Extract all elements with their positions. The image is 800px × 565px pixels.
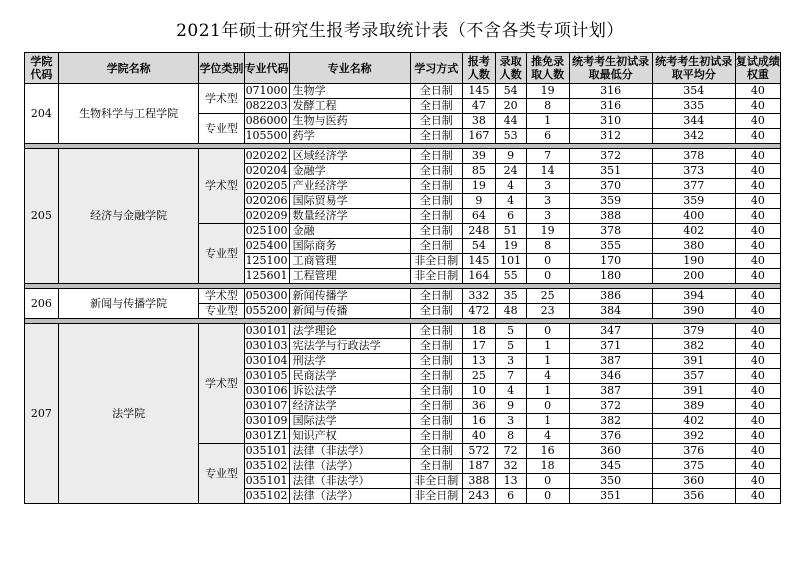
major-code-cell: 030106 — [245, 384, 288, 397]
exempt-admitted-cell: 4 — [526, 369, 569, 384]
applicants-cell: 16 — [462, 414, 495, 429]
applicants-cell: 85 — [462, 164, 495, 179]
admitted-cell: 3 — [495, 354, 526, 369]
min-score-cell: 388 — [569, 209, 652, 224]
major-name-cell: 工商管理 — [289, 254, 410, 269]
study-mode-cell: 全日制 — [410, 384, 462, 399]
avg-score-cell: 360 — [652, 474, 735, 489]
major-name-cell: 区域经济学 — [289, 149, 410, 164]
major-code-cell: 035101 — [245, 444, 288, 457]
study-mode-cell: 全日制 — [410, 324, 462, 339]
major-code-cell: 025400 — [245, 239, 288, 252]
study-mode-cell: 全日制 — [410, 304, 462, 319]
avg-score-cell: 200 — [652, 269, 735, 284]
avg-score-cell: 354 — [652, 84, 735, 99]
exempt-admitted-cell: 3 — [526, 179, 569, 194]
exempt-admitted-cell: 1 — [526, 414, 569, 429]
major-code-cell: 030107 — [245, 399, 288, 412]
exempt-admitted-cell: 1 — [526, 384, 569, 399]
exempt-admitted-cell: 7 — [526, 149, 569, 164]
study-mode-cell: 全日制 — [410, 429, 462, 444]
min-score-cell: 312 — [569, 129, 652, 144]
exempt-admitted-cell: 0 — [526, 474, 569, 489]
admitted-cell: 55 — [495, 269, 526, 284]
avg-score-cell: 344 — [652, 114, 735, 129]
exempt-admitted-cell: 3 — [526, 209, 569, 224]
major-code-cell: 035102 — [245, 459, 288, 472]
avg-score-cell: 376 — [652, 444, 735, 459]
header-retest-weight: 复试成绩权重 — [735, 53, 780, 84]
header-min-score: 统考考生初试录取最低分 — [569, 53, 652, 84]
min-score-cell: 387 — [569, 354, 652, 369]
min-score-cell: 372 — [569, 149, 652, 164]
retest-weight-cell: 40 — [735, 489, 780, 504]
major-code-cell: 030105 — [245, 369, 288, 382]
avg-score-cell: 402 — [652, 224, 735, 239]
applicants-cell: 36 — [462, 399, 495, 414]
retest-weight-cell: 40 — [735, 474, 780, 489]
retest-weight-cell: 40 — [735, 304, 780, 319]
avg-score-cell: 389 — [652, 399, 735, 414]
retest-weight-cell: 40 — [735, 149, 780, 164]
page-title: 2021年硕士研究生报考录取统计表（不含各类专项计划） — [176, 21, 624, 41]
table-row — [25, 324, 781, 339]
college-name-cell: 生物科学与工程学院 — [58, 84, 199, 144]
avg-score-cell: 335 — [652, 99, 735, 114]
applicants-cell: 19 — [462, 179, 495, 194]
exempt-admitted-cell: 23 — [526, 304, 569, 319]
applicants-cell: 9 — [462, 194, 495, 209]
major-name-cell: 法律（非法学） — [289, 474, 410, 489]
min-score-cell: 350 — [569, 474, 652, 489]
major-code-cell: 125601 — [245, 269, 288, 282]
retest-weight-cell: 40 — [735, 459, 780, 474]
study-mode-cell: 非全日制 — [410, 474, 462, 489]
major-name-cell: 发酵工程 — [289, 99, 410, 114]
avg-score-cell: 394 — [652, 289, 735, 304]
applicants-cell: 17 — [462, 339, 495, 354]
header-college-code: 学院代码 — [25, 53, 59, 84]
exempt-admitted-cell: 16 — [526, 444, 569, 459]
exempt-admitted-cell: 19 — [526, 84, 569, 99]
college-code-cell: 205 — [25, 149, 59, 284]
exempt-admitted-cell: 4 — [526, 429, 569, 444]
avg-score-cell: 342 — [652, 129, 735, 144]
major-code-cell: 020209 — [245, 209, 288, 222]
exempt-admitted-cell: 18 — [526, 459, 569, 474]
retest-weight-cell: 40 — [735, 164, 780, 179]
exempt-admitted-cell: 19 — [526, 224, 569, 239]
min-score-cell: 180 — [569, 269, 652, 284]
study-mode-cell: 全日制 — [410, 149, 462, 164]
major-name-cell: 国际法学 — [289, 414, 410, 429]
header-row — [25, 53, 781, 84]
major-code-cell: 125100 — [245, 254, 288, 267]
study-mode-cell: 全日制 — [410, 239, 462, 254]
degree-type-cell: 专业型 — [199, 444, 244, 504]
exempt-admitted-cell: 14 — [526, 164, 569, 179]
min-score-cell: 351 — [569, 164, 652, 179]
admitted-cell: 7 — [495, 369, 526, 384]
admitted-cell: 20 — [495, 99, 526, 114]
major-name-cell: 法律（法学） — [289, 459, 410, 474]
avg-score-cell: 373 — [652, 164, 735, 179]
admitted-cell: 32 — [495, 459, 526, 474]
admitted-cell: 8 — [495, 429, 526, 444]
major-name-cell: 国际贸易学 — [289, 194, 410, 209]
applicants-cell: 388 — [462, 474, 495, 489]
major-code-cell: 020204 — [245, 164, 288, 177]
applicants-cell: 64 — [462, 209, 495, 224]
min-score-cell: 372 — [569, 399, 652, 414]
major-name-cell: 国际商务 — [289, 239, 410, 254]
college-code-cell: 204 — [25, 84, 59, 144]
admitted-cell: 4 — [495, 179, 526, 194]
major-name-cell: 刑法学 — [289, 354, 410, 369]
exempt-admitted-cell: 8 — [526, 99, 569, 114]
min-score-cell: 371 — [569, 339, 652, 354]
min-score-cell: 310 — [569, 114, 652, 129]
table-row — [25, 84, 781, 99]
applicants-cell: 167 — [462, 129, 495, 144]
admitted-cell: 24 — [495, 164, 526, 179]
admission-statistics-table — [24, 52, 781, 504]
major-name-cell: 新闻传播学 — [289, 289, 410, 304]
study-mode-cell: 全日制 — [410, 354, 462, 369]
major-name-cell: 诉讼法学 — [289, 384, 410, 399]
avg-score-cell: 359 — [652, 194, 735, 209]
major-code-cell: 020202 — [245, 149, 288, 162]
major-code-cell: 071000 — [245, 84, 288, 97]
applicants-cell: 47 — [462, 99, 495, 114]
degree-type-cell: 专业型 — [199, 114, 244, 144]
major-name-cell: 生物与医药 — [289, 114, 410, 129]
min-score-cell: 355 — [569, 239, 652, 254]
degree-type-cell: 专业型 — [199, 224, 244, 284]
retest-weight-cell: 40 — [735, 289, 780, 304]
applicants-cell: 40 — [462, 429, 495, 444]
retest-weight-cell: 40 — [735, 339, 780, 354]
admitted-cell: 4 — [495, 384, 526, 399]
retest-weight-cell: 40 — [735, 399, 780, 414]
avg-score-cell: 357 — [652, 369, 735, 384]
retest-weight-cell: 40 — [735, 269, 780, 284]
retest-weight-cell: 40 — [735, 194, 780, 209]
header-major-code: 专业代码 — [244, 53, 289, 84]
major-name-cell: 新闻与传播 — [289, 304, 410, 319]
retest-weight-cell: 40 — [735, 254, 780, 269]
major-name-cell: 数量经济学 — [289, 209, 410, 224]
retest-weight-cell: 40 — [735, 99, 780, 114]
applicants-cell: 187 — [462, 459, 495, 474]
applicants-cell: 10 — [462, 384, 495, 399]
avg-score-cell: 380 — [652, 239, 735, 254]
study-mode-cell: 全日制 — [410, 224, 462, 239]
avg-score-cell: 400 — [652, 209, 735, 224]
applicants-cell: 332 — [462, 289, 495, 304]
avg-score-cell: 391 — [652, 384, 735, 399]
avg-score-cell: 390 — [652, 304, 735, 319]
avg-score-cell: 378 — [652, 149, 735, 164]
retest-weight-cell: 40 — [735, 429, 780, 444]
header-applicants: 报考人数 — [462, 53, 495, 84]
retest-weight-cell: 40 — [735, 129, 780, 144]
exempt-admitted-cell: 6 — [526, 129, 569, 144]
header-admitted: 录取人数 — [495, 53, 526, 84]
study-mode-cell: 全日制 — [410, 339, 462, 354]
major-name-cell: 金融 — [289, 224, 410, 239]
study-mode-cell: 全日制 — [410, 194, 462, 209]
exempt-admitted-cell: 0 — [526, 489, 569, 504]
major-code-cell: 030103 — [245, 339, 288, 352]
table-body — [25, 84, 781, 504]
major-code-cell: 030104 — [245, 354, 288, 367]
study-mode-cell: 非全日制 — [410, 254, 462, 269]
college-code-cell: 206 — [25, 289, 59, 319]
admitted-cell: 44 — [495, 114, 526, 129]
degree-type-cell: 专业型 — [199, 304, 244, 319]
table-row — [25, 149, 781, 164]
admitted-cell: 48 — [495, 304, 526, 319]
college-code-cell: 207 — [25, 324, 59, 504]
major-code-cell: 035102 — [245, 489, 288, 502]
applicants-cell: 39 — [462, 149, 495, 164]
applicants-cell: 164 — [462, 269, 495, 284]
exempt-admitted-cell: 25 — [526, 289, 569, 304]
retest-weight-cell: 40 — [735, 209, 780, 224]
admitted-cell: 101 — [495, 254, 526, 269]
min-score-cell: 316 — [569, 84, 652, 99]
major-name-cell: 生物学 — [289, 84, 410, 99]
header-exempt-admitted: 推免录取人数 — [526, 53, 569, 84]
min-score-cell: 382 — [569, 414, 652, 429]
min-score-cell: 387 — [569, 384, 652, 399]
retest-weight-cell: 40 — [735, 369, 780, 384]
study-mode-cell: 全日制 — [410, 399, 462, 414]
min-score-cell: 316 — [569, 99, 652, 114]
table-row — [25, 289, 781, 304]
admitted-cell: 9 — [495, 399, 526, 414]
retest-weight-cell: 40 — [735, 114, 780, 129]
exempt-admitted-cell: 8 — [526, 239, 569, 254]
study-mode-cell: 非全日制 — [410, 269, 462, 284]
major-name-cell: 产业经济学 — [289, 179, 410, 194]
applicants-cell: 248 — [462, 224, 495, 239]
min-score-cell: 360 — [569, 444, 652, 459]
min-score-cell: 384 — [569, 304, 652, 319]
min-score-cell: 346 — [569, 369, 652, 384]
study-mode-cell: 全日制 — [410, 114, 462, 129]
min-score-cell: 386 — [569, 289, 652, 304]
retest-weight-cell: 40 — [735, 239, 780, 254]
exempt-admitted-cell: 1 — [526, 114, 569, 129]
exempt-admitted-cell: 0 — [526, 254, 569, 269]
major-name-cell: 金融学 — [289, 164, 410, 179]
major-code-cell: 082203 — [245, 99, 288, 112]
degree-type-cell: 学术型 — [199, 324, 244, 444]
exempt-admitted-cell: 1 — [526, 354, 569, 369]
admitted-cell: 9 — [495, 149, 526, 164]
applicants-cell: 38 — [462, 114, 495, 129]
study-mode-cell: 全日制 — [410, 414, 462, 429]
exempt-admitted-cell: 0 — [526, 269, 569, 284]
avg-score-cell: 392 — [652, 429, 735, 444]
avg-score-cell: 402 — [652, 414, 735, 429]
major-code-cell: 030101 — [245, 324, 288, 337]
study-mode-cell: 全日制 — [410, 84, 462, 99]
avg-score-cell: 382 — [652, 339, 735, 354]
admitted-cell: 19 — [495, 239, 526, 254]
major-code-cell: 086000 — [245, 114, 288, 127]
admitted-cell: 35 — [495, 289, 526, 304]
admitted-cell: 5 — [495, 339, 526, 354]
retest-weight-cell: 40 — [735, 354, 780, 369]
study-mode-cell: 全日制 — [410, 209, 462, 224]
major-name-cell: 工程管理 — [289, 269, 410, 284]
degree-type-cell: 学术型 — [199, 149, 244, 224]
exempt-admitted-cell: 0 — [526, 324, 569, 339]
min-score-cell: 351 — [569, 489, 652, 504]
applicants-cell: 54 — [462, 239, 495, 254]
admitted-cell: 53 — [495, 129, 526, 144]
avg-score-cell: 375 — [652, 459, 735, 474]
min-score-cell: 345 — [569, 459, 652, 474]
major-name-cell: 法学理论 — [289, 324, 410, 339]
header-study-mode: 学习方式 — [410, 53, 462, 84]
study-mode-cell: 全日制 — [410, 129, 462, 144]
min-score-cell: 347 — [569, 324, 652, 339]
admitted-cell: 6 — [495, 209, 526, 224]
study-mode-cell: 全日制 — [410, 179, 462, 194]
avg-score-cell: 391 — [652, 354, 735, 369]
exempt-admitted-cell: 1 — [526, 339, 569, 354]
degree-type-cell: 学术型 — [199, 289, 244, 304]
min-score-cell: 359 — [569, 194, 652, 209]
study-mode-cell: 全日制 — [410, 444, 462, 459]
min-score-cell: 170 — [569, 254, 652, 269]
admitted-cell: 5 — [495, 324, 526, 339]
exempt-admitted-cell: 3 — [526, 194, 569, 209]
admitted-cell: 54 — [495, 84, 526, 99]
major-code-cell: 020206 — [245, 194, 288, 207]
retest-weight-cell: 40 — [735, 384, 780, 399]
study-mode-cell: 全日制 — [410, 99, 462, 114]
major-name-cell: 药学 — [289, 129, 410, 144]
major-name-cell: 法律（非法学） — [289, 444, 410, 459]
applicants-cell: 25 — [462, 369, 495, 384]
header-degree-type: 学位类别 — [199, 53, 244, 84]
retest-weight-cell: 40 — [735, 224, 780, 239]
applicants-cell: 243 — [462, 489, 495, 504]
college-name-cell: 经济与金融学院 — [58, 149, 199, 284]
applicants-cell: 13 — [462, 354, 495, 369]
study-mode-cell: 全日制 — [410, 369, 462, 384]
applicants-cell: 145 — [462, 84, 495, 99]
college-name-cell: 新闻与传播学院 — [58, 289, 199, 319]
major-name-cell: 民商法学 — [289, 369, 410, 384]
applicants-cell: 472 — [462, 304, 495, 319]
header-major-name: 专业名称 — [289, 53, 410, 84]
retest-weight-cell: 40 — [735, 324, 780, 339]
avg-score-cell: 190 — [652, 254, 735, 269]
min-score-cell: 370 — [569, 179, 652, 194]
major-code-cell: 025100 — [245, 224, 288, 237]
applicants-cell: 18 — [462, 324, 495, 339]
major-name-cell: 经济法学 — [289, 399, 410, 414]
major-name-cell: 知识产权 — [289, 429, 410, 444]
min-score-cell: 376 — [569, 429, 652, 444]
major-code-cell: 0301Z1 — [245, 429, 288, 442]
study-mode-cell: 全日制 — [410, 459, 462, 474]
major-code-cell: 055200 — [245, 304, 288, 317]
major-code-cell: 105500 — [245, 129, 288, 142]
admitted-cell: 51 — [495, 224, 526, 239]
header-college-name: 学院名称 — [58, 53, 199, 84]
min-score-cell: 378 — [569, 224, 652, 239]
retest-weight-cell: 40 — [735, 444, 780, 459]
major-name-cell: 宪法学与行政法学 — [289, 339, 410, 354]
major-name-cell: 法律（法学） — [289, 489, 410, 504]
major-code-cell: 050300 — [245, 289, 288, 302]
avg-score-cell: 377 — [652, 179, 735, 194]
admitted-cell: 13 — [495, 474, 526, 489]
header-avg-score: 统考考生初试录取平均分 — [652, 53, 735, 84]
major-code-cell: 020205 — [245, 179, 288, 192]
study-mode-cell: 全日制 — [410, 289, 462, 304]
degree-type-cell: 学术型 — [199, 84, 244, 114]
major-code-cell: 030109 — [245, 414, 288, 427]
college-name-cell: 法学院 — [58, 324, 199, 504]
exempt-admitted-cell: 0 — [526, 399, 569, 414]
major-code-cell: 035101 — [245, 474, 288, 487]
admitted-cell: 72 — [495, 444, 526, 459]
applicants-cell: 572 — [462, 444, 495, 459]
avg-score-cell: 379 — [652, 324, 735, 339]
retest-weight-cell: 40 — [735, 84, 780, 99]
retest-weight-cell: 40 — [735, 414, 780, 429]
admitted-cell: 6 — [495, 489, 526, 504]
admitted-cell: 4 — [495, 194, 526, 209]
admitted-cell: 3 — [495, 414, 526, 429]
avg-score-cell: 356 — [652, 489, 735, 504]
study-mode-cell: 非全日制 — [410, 489, 462, 504]
retest-weight-cell: 40 — [735, 179, 780, 194]
study-mode-cell: 全日制 — [410, 164, 462, 179]
applicants-cell: 145 — [462, 254, 495, 269]
